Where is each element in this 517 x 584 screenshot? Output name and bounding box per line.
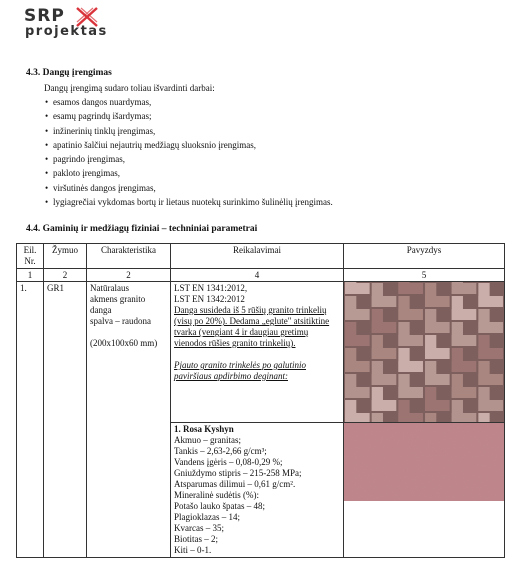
granite-example-cell — [344, 423, 505, 558]
row-zymuo: GR1 — [44, 282, 87, 558]
char-line: Natūralaus — [90, 283, 129, 293]
list-item: • apatinio šalčiui nejautrių medžiagų sluoksnio įrengimas, — [45, 138, 333, 152]
req-finish-note: Pjauto granito trinkelės po galutinio paviršiaus apdirbimo deginant: — [174, 360, 306, 381]
sub-line: Plagioklazas – 14; — [174, 512, 240, 522]
works-list — [45, 95, 333, 209]
sub-line: Gniuždymo stipris – 215-258 MPa; — [174, 468, 302, 478]
sub-line: Potašo lauko špatas – 48; — [174, 501, 265, 511]
herringbone-paver-image — [344, 282, 504, 422]
list-item: • inžinerinių tinklų įrengimas, — [45, 124, 333, 138]
req-standard: LST EN 1341:2012, — [174, 283, 248, 293]
sub-line: Tankis – 2,63-2,66 g/cm³; — [174, 446, 267, 456]
sub-line: Kvarcas – 35; — [174, 523, 224, 533]
row-eil: 1. — [17, 282, 44, 558]
header-eil-nr: Eil. Nr. — [17, 244, 44, 269]
row-requirements — [171, 282, 344, 423]
col-number: 2 — [87, 269, 171, 282]
sub-line: Mineralinė sudėtis (%): — [174, 490, 259, 500]
list-item: • lygiagrečiai vykdomas bortų ir lietaus nuotekų surinkimo šulinėlių įrengimas. — [45, 195, 333, 209]
section-43-intro: Dangų įrengimą sudaro toliau išvardinti darbai: — [44, 83, 215, 93]
sub-title: 1. Rosa Kyshyn — [174, 424, 234, 434]
char-line: akmens granito — [90, 294, 146, 304]
sub-line: Kiti – 0-1. — [174, 545, 212, 555]
column-number-row — [17, 269, 505, 282]
list-item: • esamų pagrindų išardymas; — [45, 109, 333, 123]
sub-line: Biotitas – 2; — [174, 534, 219, 544]
header-pavyzdys: Pavyzdys — [344, 244, 505, 269]
header-reikalavimai: Reikalavimai — [171, 244, 344, 269]
col-number: 4 — [171, 269, 344, 282]
col-number: 2 — [44, 269, 87, 282]
paver-example-cell — [344, 282, 505, 423]
char-line: spalva – raudona — [90, 316, 151, 326]
req-standard: LST EN 1342:2012 — [174, 294, 245, 304]
req-laying-pattern: Danga susideda iš 5 rūšių granito trinkelių (visų po 20%). Dedama „eglute" atsitiktine tvarka (vengiant 4 ir daugiau gretimų vienodos rūšies granito trinkelių). — [174, 305, 330, 348]
header-zymuo: Žymuo — [44, 244, 87, 269]
table-row — [17, 282, 505, 423]
company-logo — [24, 6, 114, 42]
logo-sub-text: projektas — [25, 24, 108, 39]
header-charakteristika: Charakteristika — [87, 244, 171, 269]
sub-line: Akmuo – granitas; — [174, 435, 241, 445]
row-sub-requirements — [171, 423, 344, 558]
parameters-table — [16, 243, 505, 558]
logo-main-text: SRP — [24, 6, 65, 26]
table-header-row — [17, 244, 505, 269]
col-number: 5 — [344, 269, 505, 282]
section-43-title: 4.3. Dangų įrengimas — [26, 68, 112, 78]
list-item: • pakloto įrengimas, — [45, 166, 333, 180]
section-44-title: 4.4. Gaminių ir medžiagų fiziniai – techniniai parametrai — [26, 224, 258, 234]
col-number: 1 — [17, 269, 44, 282]
granite-texture-image — [344, 423, 504, 501]
list-item: • esamos dangos nuardymas, — [45, 95, 333, 109]
sub-line: Atsparumas dilimui – 0,61 g/cm². — [174, 479, 296, 489]
list-item: • pagrindo įrengimas, — [45, 152, 333, 166]
row-characteristics — [87, 282, 171, 558]
char-line: danga — [90, 305, 112, 315]
char-size: (200x100x60 mm) — [90, 338, 158, 348]
list-item: • viršutinės dangos įrengimas, — [45, 181, 333, 195]
sub-line: Vandens įgėris – 0,08-0,29 %; — [174, 457, 283, 467]
